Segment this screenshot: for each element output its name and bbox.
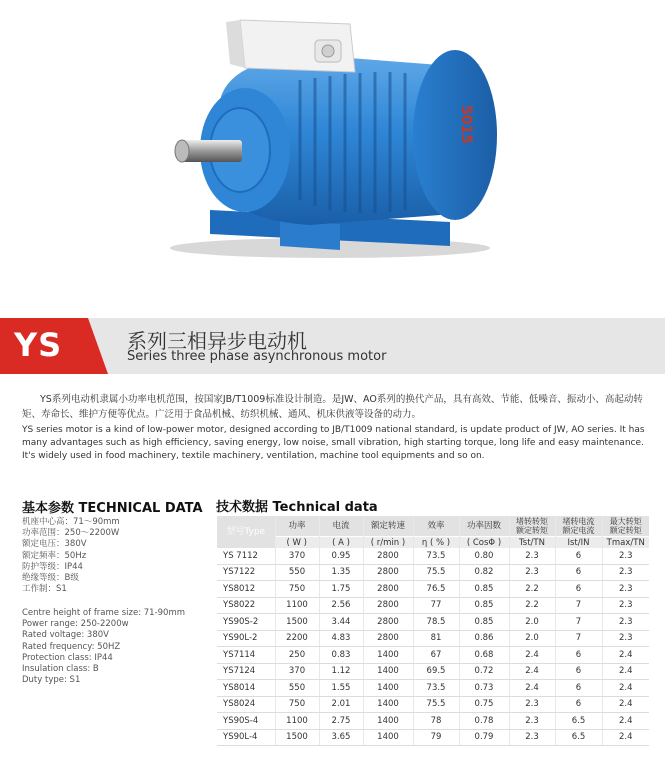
- cell-current: 1.55: [319, 680, 363, 697]
- cell-power-factor: 0.80: [459, 548, 509, 564]
- cell-power: 2200: [275, 630, 319, 647]
- header-current: 电流: [319, 516, 363, 537]
- basic-data-english: [22, 608, 202, 686]
- cell-efficiency: 79: [413, 729, 459, 746]
- header-power: 功率: [275, 516, 319, 537]
- cell-tst: 2.0: [509, 614, 555, 631]
- header-ist-line2: 额定电流: [562, 526, 595, 535]
- cell-tst: 2.3: [509, 713, 555, 730]
- cell-current: 3.44: [319, 614, 363, 631]
- cell-efficiency: 77: [413, 597, 459, 614]
- cell-model: YS 7112: [217, 548, 275, 564]
- cell-tmax: 2.4: [602, 713, 649, 730]
- cell-power: 250: [275, 647, 319, 664]
- table-row: [217, 729, 649, 746]
- cell-ist: 6: [555, 548, 602, 564]
- cell-tmax: 2.3: [602, 548, 649, 564]
- cell-tst: 2.0: [509, 630, 555, 647]
- unit-speed: ( r/min ): [363, 537, 413, 549]
- spec-line: Duty type: S1: [22, 675, 81, 686]
- cell-speed: 1400: [363, 680, 413, 697]
- cell-power: 1500: [275, 614, 319, 631]
- table-row: [217, 581, 649, 598]
- unit-ist: Ist/IN: [555, 537, 602, 549]
- technical-data-table: [217, 516, 649, 746]
- header-speed: 额定转速: [363, 516, 413, 537]
- cell-ist: 6.5: [555, 713, 602, 730]
- cell-ist: 6: [555, 647, 602, 664]
- spec-line: Protection class: IP44: [22, 652, 113, 663]
- cell-power-factor: 0.78: [459, 713, 509, 730]
- cell-power-factor: 0.86: [459, 630, 509, 647]
- cell-power-factor: 0.75: [459, 696, 509, 713]
- cell-ist: 6: [555, 663, 602, 680]
- cell-ist: 6.5: [555, 729, 602, 746]
- title-chinese: 系列三相异步电动机: [127, 329, 307, 353]
- intro-chinese: YS系列电动机隶属小功率电机范围，按国家JB/T1009标准设计制造。是JW、AO系列的换代产品，具有高效、节能、低噪音、振动小、高起动转矩、寿命长、维护方便等优点。广泛用于食品机械、纺织机械、通风、机床供液等设备的动力。: [22, 394, 643, 420]
- spec-line: Rated voltage: 380V: [22, 630, 109, 641]
- cell-model: YS90L-2: [217, 630, 275, 647]
- cell-ist: 7: [555, 630, 602, 647]
- cell-model: YS8024: [217, 696, 275, 713]
- cell-power-factor: 0.85: [459, 614, 509, 631]
- cell-tmax: 2.3: [602, 614, 649, 631]
- unit-power: ( W ): [275, 537, 319, 549]
- cell-power-factor: 0.79: [459, 729, 509, 746]
- cell-model: YS7114: [217, 647, 275, 664]
- cell-efficiency: 67: [413, 647, 459, 664]
- cell-tmax: 2.3: [602, 630, 649, 647]
- table-row: [217, 614, 649, 631]
- basic-data-chinese: [22, 517, 202, 595]
- spec-line: 额定电压：380V: [22, 539, 87, 550]
- cell-model: YS8014: [217, 680, 275, 697]
- cell-power: 1100: [275, 713, 319, 730]
- motor-image: [150, 10, 510, 260]
- cell-tst: 2.2: [509, 581, 555, 598]
- cell-tst: 2.4: [509, 663, 555, 680]
- cell-ist: 6: [555, 581, 602, 598]
- header-tst-line1: 堵转转矩: [516, 517, 548, 526]
- cell-ist: 6: [555, 680, 602, 697]
- cell-model: YS8022: [217, 597, 275, 614]
- cell-tst: 2.3: [509, 696, 555, 713]
- table-row: [217, 647, 649, 664]
- cell-speed: 2800: [363, 564, 413, 581]
- cell-efficiency: 73.5: [413, 548, 459, 564]
- spec-line: 绝缘等级：B级: [22, 573, 79, 584]
- cell-ist: 6: [555, 696, 602, 713]
- unit-efficiency: η ( % ): [413, 537, 459, 549]
- header-ist: [555, 516, 602, 537]
- cell-efficiency: 69.5: [413, 663, 459, 680]
- header-model: 型号Type: [217, 516, 275, 548]
- cell-tst: 2.3: [509, 729, 555, 746]
- spec-line: Power range: 250-2200w: [22, 619, 129, 630]
- spec-line: 额定频率：50Hz: [22, 550, 87, 561]
- cell-model: YS90L-4: [217, 729, 275, 746]
- cell-efficiency: 75.5: [413, 564, 459, 581]
- cell-efficiency: 76.5: [413, 581, 459, 598]
- header-tst-line2: 额定转矩: [516, 526, 548, 535]
- cell-speed: 2800: [363, 597, 413, 614]
- table-row: [217, 680, 649, 697]
- table-row: [217, 564, 649, 581]
- table-row: [217, 548, 649, 564]
- cell-model: YS8012: [217, 581, 275, 598]
- cell-tmax: 2.3: [602, 597, 649, 614]
- cell-efficiency: 78: [413, 713, 459, 730]
- spec-line: 防护等级：IP44: [22, 561, 83, 572]
- table-row: [217, 663, 649, 680]
- cell-tst: 2.3: [509, 564, 555, 581]
- table-row: [217, 713, 649, 730]
- cell-power: 750: [275, 581, 319, 598]
- cell-power: 1100: [275, 597, 319, 614]
- cell-efficiency: 78.5: [413, 614, 459, 631]
- cell-power: 750: [275, 696, 319, 713]
- cell-tst: 2.4: [509, 680, 555, 697]
- cell-current: 2.75: [319, 713, 363, 730]
- spec-line: Rated frequency: 50HZ: [22, 641, 121, 652]
- unit-tmax: Tmax/TN: [602, 537, 649, 549]
- header-tmax-line2: 额定转矩: [609, 526, 642, 535]
- cell-tmax: 2.4: [602, 729, 649, 746]
- intro-english: YS series motor is a kind of low-power motor, designed according to JB/T1009 national standard, is update product of JW, AO series. It has many advantages such as high efficiency, saving energy, low noise, small vibration, high starting torque, long life and easy maintenance. It's widely used in food machinery, textile machinery, ventilation, machine tool equipments and so on.: [22, 425, 645, 461]
- cell-model: YS90S-4: [217, 713, 275, 730]
- header-power-factor: 功率因数: [459, 516, 509, 537]
- cell-model: YS7122: [217, 564, 275, 581]
- cell-tst: 2.3: [509, 548, 555, 564]
- cell-power-factor: 0.72: [459, 663, 509, 680]
- cell-speed: 1400: [363, 647, 413, 664]
- cell-current: 4.83: [319, 630, 363, 647]
- cell-power: 370: [275, 548, 319, 564]
- table-row: [217, 630, 649, 647]
- cell-speed: 2800: [363, 614, 413, 631]
- spec-line: Insulation class: B: [22, 664, 99, 675]
- cell-model: YS90S-2: [217, 614, 275, 631]
- cell-speed: 1400: [363, 696, 413, 713]
- cell-power-factor: 0.85: [459, 597, 509, 614]
- cell-current: 1.35: [319, 564, 363, 581]
- cell-power: 550: [275, 680, 319, 697]
- cell-efficiency: 81: [413, 630, 459, 647]
- table-row: [217, 597, 649, 614]
- cell-current: 1.75: [319, 581, 363, 598]
- spec-line: Centre height of frame size: 71-90mm: [22, 608, 186, 618]
- table-row: [217, 696, 649, 713]
- unit-power-factor: ( CosΦ ): [459, 537, 509, 549]
- cell-power-factor: 0.85: [459, 581, 509, 598]
- title-english: Series three phase asynchronous motor: [127, 349, 387, 364]
- cell-speed: 2800: [363, 630, 413, 647]
- cell-speed: 2800: [363, 581, 413, 598]
- cell-efficiency: 73.5: [413, 680, 459, 697]
- basic-data-heading: 基本参数 TECHNICAL DATA: [22, 501, 203, 516]
- series-badge: YS: [14, 326, 63, 364]
- cell-tmax: 2.4: [602, 663, 649, 680]
- spec-line: 功率范围：250～2200W: [22, 528, 120, 539]
- cell-tst: 2.4: [509, 647, 555, 664]
- unit-tst: Tst/TN: [509, 537, 555, 549]
- technical-data-heading: 技术数据 Technical data: [216, 500, 378, 515]
- header-efficiency: 效率: [413, 516, 459, 537]
- cell-tmax: 2.4: [602, 647, 649, 664]
- cell-ist: 7: [555, 614, 602, 631]
- cell-tmax: 2.4: [602, 696, 649, 713]
- cell-speed: 1400: [363, 729, 413, 746]
- cell-power: 550: [275, 564, 319, 581]
- cell-ist: 7: [555, 597, 602, 614]
- cell-speed: 2800: [363, 548, 413, 564]
- header-ist-line1: 堵转电流: [562, 517, 595, 526]
- cell-power: 1500: [275, 729, 319, 746]
- cell-speed: 1400: [363, 663, 413, 680]
- cell-model: YS7124: [217, 663, 275, 680]
- motor-label: 5015: [458, 105, 474, 144]
- cell-speed: 1400: [363, 713, 413, 730]
- cell-power-factor: 0.82: [459, 564, 509, 581]
- cell-current: 0.95: [319, 548, 363, 564]
- spec-line: 机座中心高：71～90mm: [22, 517, 120, 527]
- cell-efficiency: 75.5: [413, 696, 459, 713]
- cell-power: 370: [275, 663, 319, 680]
- cell-ist: 6: [555, 564, 602, 581]
- cell-tmax: 2.4: [602, 680, 649, 697]
- header-tmax-line1: 最大转矩: [609, 517, 642, 526]
- cell-tmax: 2.3: [602, 564, 649, 581]
- cell-tst: 2.2: [509, 597, 555, 614]
- cell-power-factor: 0.68: [459, 647, 509, 664]
- spec-line: 工作制：S1: [22, 584, 67, 595]
- cell-current: 2.56: [319, 597, 363, 614]
- cell-current: 3.65: [319, 729, 363, 746]
- cell-current: 1.12: [319, 663, 363, 680]
- unit-current: ( A ): [319, 537, 363, 549]
- cell-current: 0.83: [319, 647, 363, 664]
- header-tmax: [602, 516, 649, 537]
- cell-current: 2.01: [319, 696, 363, 713]
- cell-tmax: 2.3: [602, 581, 649, 598]
- header-tst: [509, 516, 555, 537]
- cell-power-factor: 0.73: [459, 680, 509, 697]
